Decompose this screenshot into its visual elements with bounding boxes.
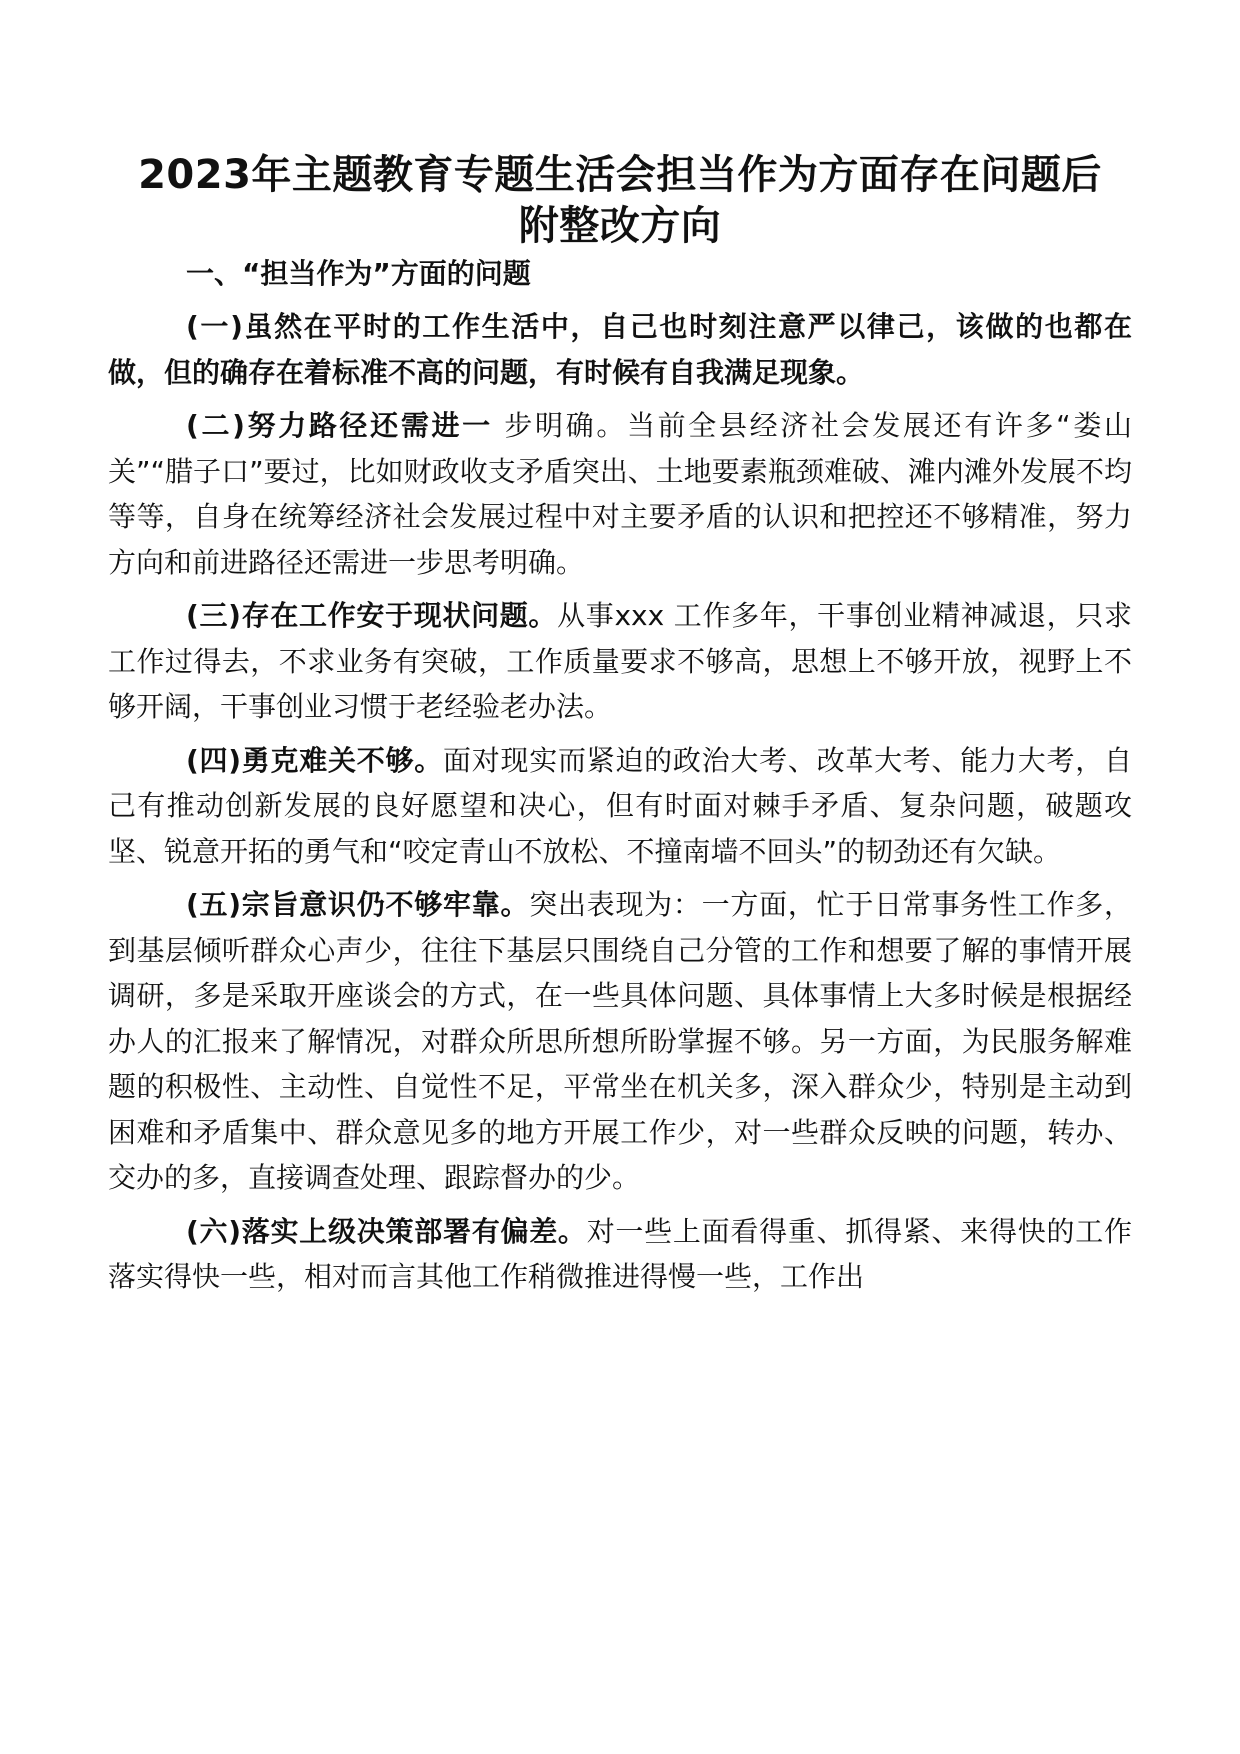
paragraph-5-body: 突出表现为：一方面，忙于日常事务性工作多，到基层倾听群众心声少，往往下基层只围绕自己分管的工作和想要了解的事情开展调研，多是采取开座谈会的方式，在一些具体问题、具体事情上大多时候是根据经办人的汇报来了解情况，对群众所思所想所盼掌握不够。另一方面，为民服务解难题的积极性、主动性、自觉性不足，平常坐在机关多，深入群众少，特别是主动到困难和矛盾集中、群众意见多的地方开展工作少，对一些群众反映的问题，转办、交办的多，直接调查处理、跟踪督办的少。 [108,888,1132,1194]
document-title-line-2: 附整改方向 [518,203,722,249]
paragraph-3-lead: (三)存在工作安于现状问题。 [186,599,558,632]
paragraph-2-lead: (二)努力路径还需进一 [186,409,493,442]
paragraph-3-body: 从事xxx 工作多年，干事创业精神减退，只求工作过得去，不求业务有突破，工作质量要求不够高，思想上不够开放，视野上不够开阔，干事创业习惯于老经验老办法。 [108,599,1132,723]
paragraph-2 [108,403,1132,585]
paragraph-5 [108,882,1132,1201]
document-title [108,150,1132,252]
paragraph-2-body: 步明确。当前全县经济社会发展还有许多“娄山关”“腊子口”要过，比如财政收支矛盾突出、土地要素瓶颈难破、滩内滩外发展不均等等，自身在统筹经济社会发展过程中对主要矛盾的认识和把控还不够精准，努力方向和前进路径还需进一步思考明确。 [108,409,1132,579]
paragraph-4 [108,738,1132,875]
paragraph-6 [108,1209,1132,1300]
paragraph-3 [108,593,1132,730]
paragraph-1 [108,304,1132,395]
paragraph-5-lead: (五)宗旨意识仍不够牢靠。 [186,888,530,921]
paragraph-6-lead: (六)落实上级决策部署有偏差。 [186,1214,587,1248]
document-title-line-1: 2023年主题教育专题生活会担当作为方面存在问题后 [138,152,1102,198]
paragraph-1-lead: (一)虽然在平时的工作生活中，自己也时刻注意严以律己，该做的也都在做，但的确存在着标准不高的问题，有时候有自我满足现象。 [108,310,1132,389]
paragraph-4-lead: (四)勇克难关不够。 [186,743,443,777]
section-heading: 一、“担当作为”方面的问题 [186,257,531,290]
document-page [108,150,1132,1300]
paragraph-4-body: 面对现实而紧迫的政治大考、改革大考、能力大考，自己有推动创新发展的良好愿望和决心，但有时面对棘手矛盾、复杂问题，破题攻坚、锐意开拓的勇气和“咬定青山不放松、不撞南墙不回头”的韧劲还有欠缺。 [108,743,1132,868]
paragraph-6-body: 对一些上面看得重、抓得紧、来得快的工作落实得快一些，相对而言其他工作稍微推进得慢一些，工作出 [108,1214,1132,1293]
